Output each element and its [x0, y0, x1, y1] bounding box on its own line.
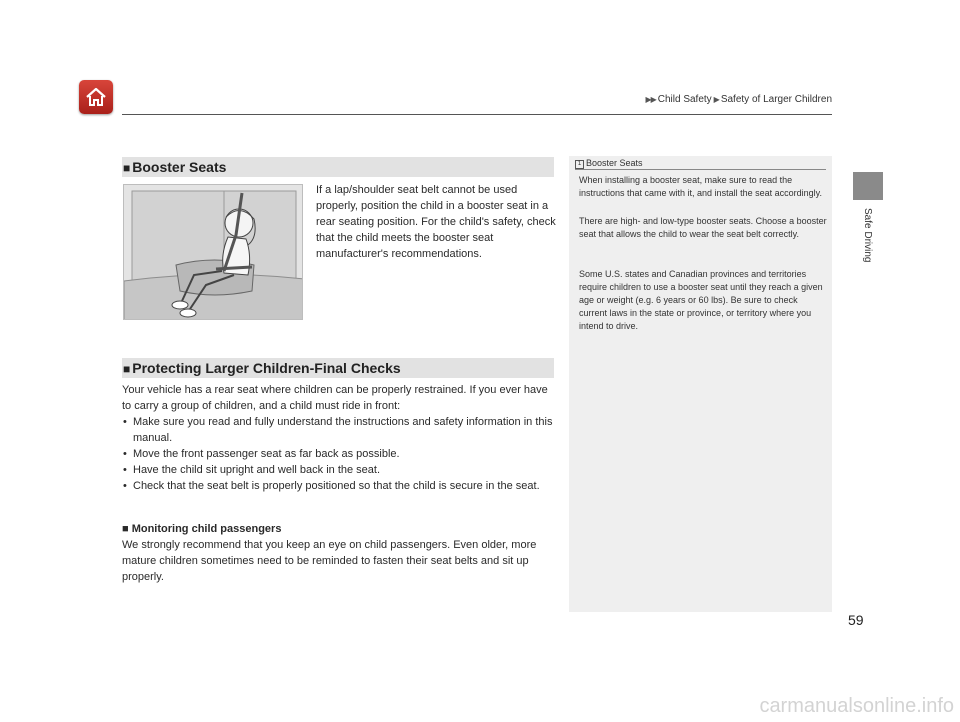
sidebar-paragraph: There are high- and low-type booster seats. Choose a booster seat that allows the child to wear the seat belt correctly. — [579, 216, 827, 239]
sidebar-note-title-text: Booster Seats — [586, 158, 643, 168]
monitoring-text: We strongly recommend that you keep an eye on child passengers. Even older, more mature children sometimes need to be reminded to fasten their seat belts and sit up properly. — [122, 539, 537, 583]
home-icon — [84, 85, 108, 109]
sidebar-paragraph: When installing a booster seat, make sure to read the instructions that came with it, and install the seat accordingly. — [579, 175, 822, 198]
chapter-tab[interactable] — [853, 172, 883, 200]
breadcrumb-arrow-icon: ▶▶ — [645, 95, 656, 104]
subsection-title-monitoring: ■ Monitoring child passengers — [122, 523, 282, 535]
chapter-tab-label: Safe Driving — [862, 208, 873, 263]
breadcrumb-current[interactable]: Safety of Larger Children — [720, 94, 832, 105]
section-marker-icon: ■ — [123, 362, 131, 376]
breadcrumb — [643, 94, 832, 105]
child-in-booster-seat-image — [124, 185, 303, 320]
booster-seats-text: If a lap/shoulder seat belt cannot be used properly, position the child in a booster seat in a rear seating position. For the child's safety, check that the child meets the booster seat manufacturer's recommendations. — [316, 184, 556, 260]
list-item: • Move the front passenger seat as far back as possible. — [122, 446, 554, 462]
breadcrumb-arrow-icon: ▶ — [713, 95, 719, 104]
list-item: • Have the child sit upright and well back in the seat. — [122, 462, 554, 478]
header-rule — [122, 114, 832, 115]
section-header-final-checks — [122, 358, 554, 378]
section-marker-icon: ■ — [123, 161, 131, 175]
booster-seat-illustration — [123, 184, 303, 320]
page-number: 59 — [848, 612, 864, 628]
section-title: Protecting Larger Children-Final Checks — [132, 360, 401, 376]
list-item: • Make sure you read and fully understand the instructions and safety information in this manual. — [122, 414, 554, 446]
watermark: carmanualsonline.info — [759, 695, 954, 717]
home-button[interactable] — [79, 80, 113, 114]
reference-marker-icon: 1 — [575, 160, 584, 169]
breadcrumb-link-child-safety[interactable]: Child Safety — [657, 94, 712, 105]
section-title: Booster Seats — [132, 159, 227, 175]
sidebar-note-title[interactable] — [575, 158, 643, 169]
list-item: • Check that the seat belt is properly positioned so that the child is secure in the seat. — [122, 478, 554, 494]
sidebar-divider — [575, 169, 826, 170]
final-checks-intro: Your vehicle has a rear seat where children can be properly restrained. If you ever have to carry a group of children, and a child must ride in front: — [122, 384, 548, 412]
final-checks-list — [122, 414, 554, 494]
sidebar-paragraph: Some U.S. states and Canadian provinces and territories require children to use a booster seat until they reach a given age or weight (e.g. 6 years or 60 lbs). Be sure to check current laws in the state or province, or territory where you intend to drive. — [579, 269, 823, 331]
section-header-booster-seats — [122, 157, 554, 177]
